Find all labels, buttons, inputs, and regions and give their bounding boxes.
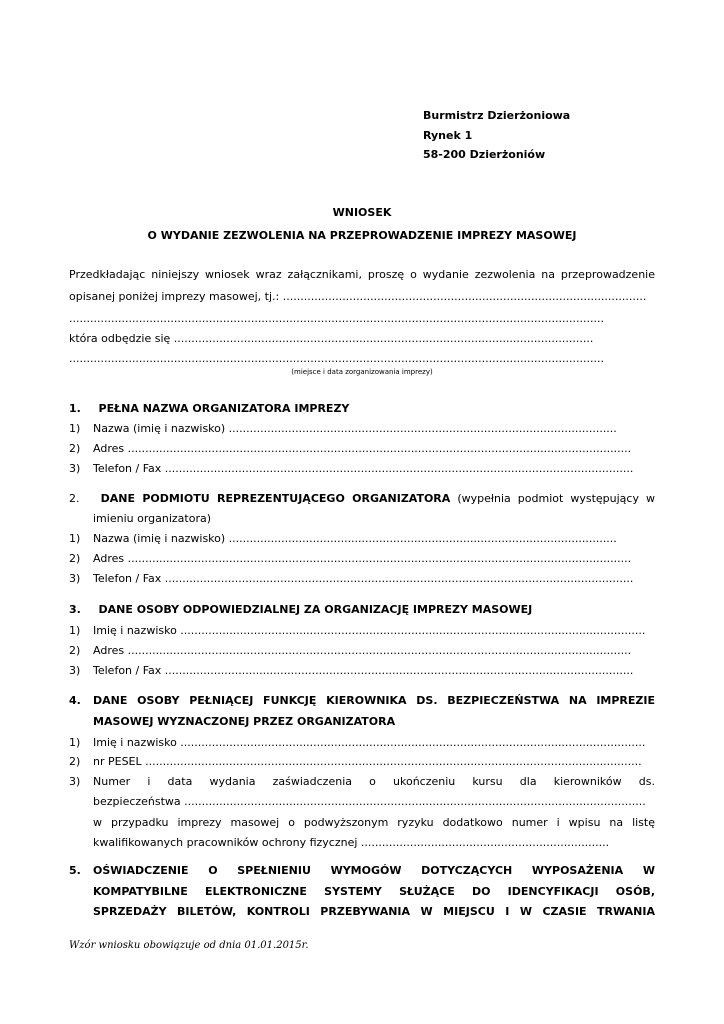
s3-item-3-field: Telefon / Fax ...................................................................................................................................... — [93, 664, 634, 677]
place-date-caption: (miejsce i data zorganizowania imprezy) — [291, 368, 433, 376]
s3-item-1-num: 1) — [69, 624, 81, 637]
section-5-title-line-2: KOMPATYBILNE ELEKTRONICZNE SYSTEMY SŁUŻĄCE DO IDENCYFIKACJI OSÓB, — [93, 885, 655, 898]
section-3-title: DANE OSOBY ODPOWIEDZIALNEJ ZA ORGANIZACJĘ IMPREZY MASOWEJ — [98, 603, 533, 616]
section-1-number: 1. — [69, 402, 81, 415]
section-4-title-line-1: DANE OSOBY PEŁNIĄCEJ FUNKCJĘ KIEROWNIKA DS. BEZPIECZEŃSTWA NA IMPREZIE — [93, 694, 655, 707]
s2-item-3-num: 3) — [69, 572, 81, 585]
section-5-number: 5. — [69, 864, 81, 877]
intro-line-1: Przedkładając niniejszy wniosek wraz załącznikami, proszę o wydanie zezwolenia na przeprowadzenie — [69, 268, 655, 281]
recipient-line-2: Rynek 1 — [423, 128, 473, 142]
s1-item-3-num: 3) — [69, 462, 81, 475]
s1-item-1-field: Nazwa (imię i nazwisko) ............................................................................................................... — [93, 422, 617, 435]
section-1-title: PEŁNA NAZWA ORGANIZATORA IMPREZY — [98, 402, 350, 415]
section-2-title: DANE PODMIOTU REPREZENTUJĄCEGO ORGANIZATORA — [100, 492, 451, 505]
section-4-title-line-2: MASOWEJ WYZNACZONEJ PRZEZ ORGANIZATORA — [93, 715, 396, 728]
section-4-number: 4. — [69, 694, 81, 707]
s1-item-2-num: 2) — [69, 442, 81, 455]
s4-item-3-line-3: w przypadku imprezy masowej o podwyższonym ryzyku dodatkowo numer i wpisu na listę — [93, 816, 655, 829]
document-title: WNIOSEK — [332, 206, 392, 219]
form-validity-footer: Wzór wniosku obowiązuje od dnia 01.01.2015r. — [69, 940, 309, 951]
recipient-line-1: Burmistrz Dzierżoniowa — [423, 109, 571, 122]
section-3-heading — [69, 601, 655, 619]
s1-item-3-field: Telefon / Fax ...................................................................................................................................... — [93, 462, 634, 475]
s4-item-1-num: 1) — [69, 736, 81, 749]
section-5-title-line-3: SPRZEDAŻY BILETÓW, KONTROLI PRZEBYWANIA W MIEJSCU I W CZASIE TRWANIA — [93, 905, 655, 918]
document-subtitle: O WYDANIE ZEZWOLENIA NA PRZEPROWADZENIE IMPREZY MASOWEJ — [147, 229, 577, 242]
section-2-title-note: (wypełnia podmiot występujący w — [450, 492, 655, 505]
s3-item-3-num: 3) — [69, 664, 81, 677]
section-2-number: 2. — [69, 492, 80, 505]
s4-item-2-field: nr PESEL .............................................................................................................................................. — [93, 755, 642, 768]
s2-item-1-field: Nazwa (imię i nazwisko) ............................................................................................................... — [93, 532, 617, 545]
s4-item-3-line-4: kwalifikowanych pracowników ochrony fizycznej ....................................................................... — [93, 836, 610, 849]
section-2-title-line-2: imieniu organizatora) — [93, 512, 212, 525]
s2-item-1-num: 1) — [69, 532, 81, 545]
recipient-address — [423, 106, 570, 165]
s1-item-1-num: 1) — [69, 422, 81, 435]
section-5-title-line-1: OŚWIADCZENIE O SPEŁNIENIU WYMOGÓW DOTYCZĄCYCH WYPOSAŻENIA W — [93, 864, 655, 877]
s4-item-1-field: Imię i nazwisko ..................................................................................................................................... — [93, 736, 646, 749]
s2-item-2-num: 2) — [69, 552, 81, 565]
recipient-line-3: 58-200 Dzierżoniów — [423, 148, 546, 161]
s4-item-2-num: 2) — [69, 755, 81, 768]
s4-item-3-num: 3) — [69, 775, 81, 788]
section-2-heading — [69, 490, 655, 508]
s1-item-2-field: Adres ................................................................................................................................................ — [93, 442, 632, 455]
s4-item-3-line-1: Numer i data wydania zaświadczenia o ukończeniu kursu dla kierowników ds. — [93, 775, 655, 788]
s2-item-2-field: Adres ................................................................................................................................................ — [93, 552, 632, 565]
section-1-heading — [69, 400, 655, 418]
s2-item-3-field: Telefon / Fax ...................................................................................................................................... — [93, 572, 634, 585]
s3-item-1-field: Imię i nazwisko ..................................................................................................................................... — [93, 624, 646, 637]
section-3-number: 3. — [69, 603, 81, 616]
s3-item-2-field: Adres ................................................................................................................................................ — [93, 644, 632, 657]
intro-line-2: opisanej poniżej imprezy masowej, tj.: ........................................................................................................ — [69, 290, 647, 303]
intro-line-5: ......................................................................................................................................................... — [69, 352, 604, 365]
s3-item-2-num: 2) — [69, 644, 81, 657]
intro-line-3: ......................................................................................................................................................... — [69, 312, 604, 325]
event-date-line: która odbędzie się ........................................................................................................................ — [69, 332, 594, 345]
s4-item-3-line-2: bezpieczeństwa .................................................................................................................................... — [93, 795, 646, 808]
